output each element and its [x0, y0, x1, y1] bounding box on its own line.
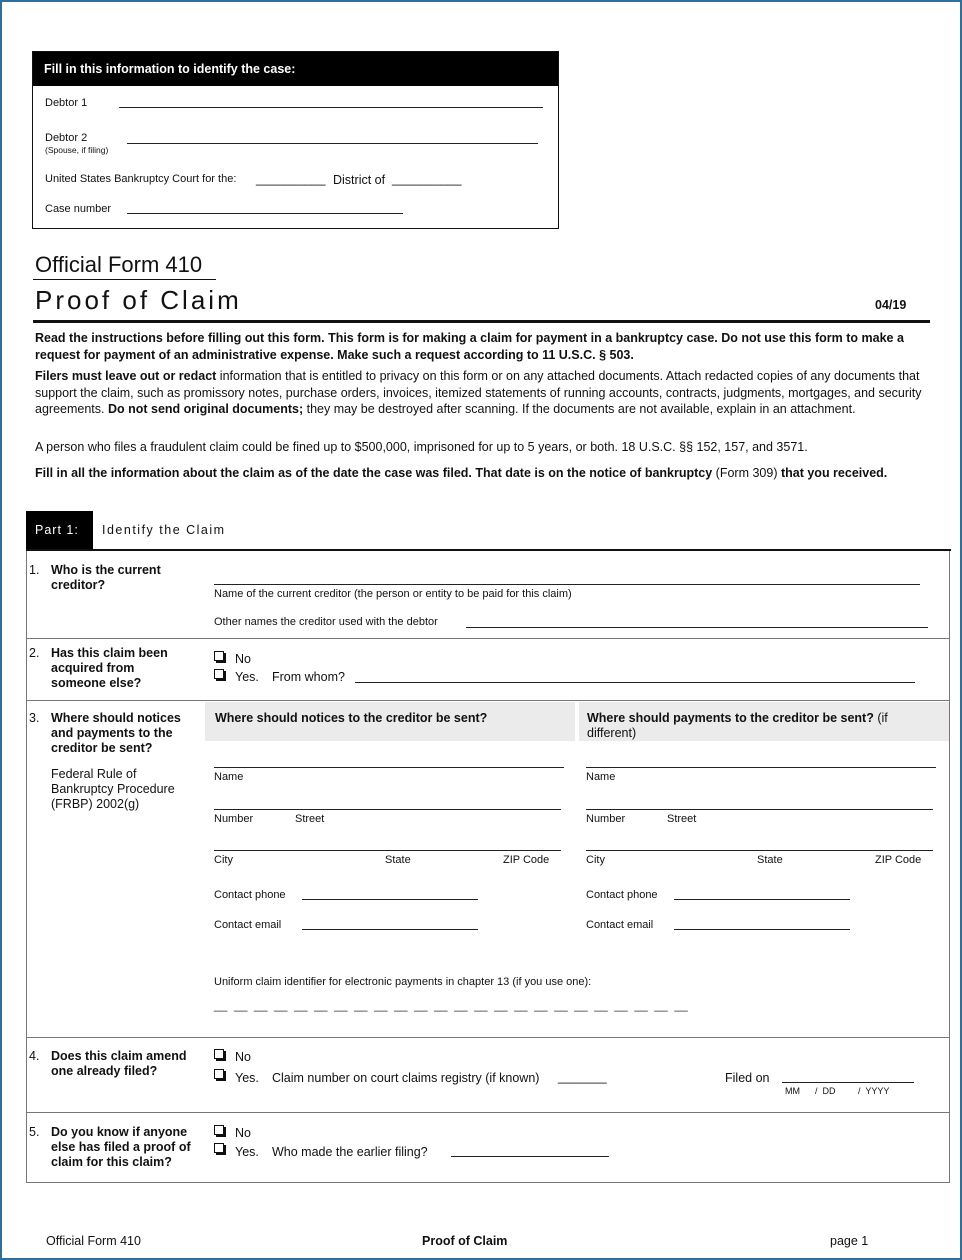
- payments-header-rest: (if different): [587, 711, 888, 740]
- q2-yes-label: Yes.: [235, 670, 259, 684]
- q5-yes-label: Yes.: [235, 1145, 259, 1159]
- creditor-name-field[interactable]: [214, 584, 920, 585]
- instructions-p4: [35, 465, 945, 482]
- q4-divider: [26, 1112, 950, 1113]
- payments-city-field[interactable]: [586, 850, 933, 851]
- q4-filed-on-field[interactable]: [782, 1082, 914, 1083]
- q4-number: 4.: [29, 1049, 40, 1063]
- case-number-field[interactable]: [127, 213, 403, 214]
- payments-header: [587, 711, 927, 741]
- section-left-border: [26, 551, 27, 1183]
- other-names-field[interactable]: [466, 627, 928, 628]
- q2-from-whom-field[interactable]: [355, 682, 915, 683]
- part1-title: Identify the Claim: [102, 523, 226, 537]
- q5-no-checkbox[interactable]: [214, 1125, 224, 1135]
- payments-email-field[interactable]: [674, 929, 850, 930]
- q2-no-checkbox[interactable]: [214, 651, 224, 661]
- payments-number-label: Number: [586, 813, 626, 825]
- notices-phone-field[interactable]: [302, 899, 478, 900]
- notices-street-field[interactable]: [214, 809, 561, 810]
- q4-yes-checkbox[interactable]: [214, 1069, 224, 1079]
- q4-claim-number-label: Claim number on court claims registry (if known): [272, 1071, 540, 1085]
- q2-number: 2.: [29, 646, 40, 660]
- notices-name-label: Name: [214, 771, 244, 783]
- q5-no-label: No: [235, 1126, 251, 1140]
- instructions-p2: [35, 368, 935, 418]
- q3-note: Federal Rule of Bankruptcy Procedure (FRBP) 2002(g): [51, 767, 175, 811]
- form-number: Official Form 410: [35, 252, 203, 277]
- debtor2-note: (Spouse, if filing): [45, 145, 109, 155]
- notices-number-label: Number: [214, 813, 254, 825]
- title-rule: [33, 320, 930, 323]
- q3-divider: [26, 1037, 950, 1038]
- q2-no-label: No: [235, 652, 251, 666]
- payments-phone-label: Contact phone: [586, 889, 658, 901]
- payments-city-label: City: [586, 854, 605, 866]
- q5-text: Do you know if anyone else has filed a proof of claim for this claim?: [51, 1125, 191, 1169]
- footer-title: Proof of Claim: [422, 1234, 508, 1248]
- debtor1-field[interactable]: [119, 107, 543, 108]
- instructions-p2-text2: they may be destroyed after scanning. If the documents are not available, explain in an attachment.: [303, 402, 856, 416]
- form-date: 04/19: [875, 298, 907, 312]
- q3-number: 3.: [29, 711, 40, 725]
- case-number-label: Case number: [45, 203, 112, 215]
- q4-claim-number-field[interactable]: _______: [558, 1070, 607, 1084]
- section-bottom-border: [26, 1182, 950, 1183]
- footer-page: page 1: [830, 1234, 869, 1248]
- instructions-p4-bold2: that you received.: [780, 466, 888, 480]
- q4-filed-on-label: Filed on: [725, 1071, 770, 1085]
- payments-street-field[interactable]: [586, 809, 933, 810]
- payments-zip-label: ZIP Code: [875, 854, 922, 866]
- notices-phone-label: Contact phone: [214, 889, 286, 901]
- q5-who-field[interactable]: [451, 1156, 609, 1157]
- form-number-rule: [33, 279, 216, 280]
- payments-name-field[interactable]: [586, 767, 936, 768]
- uci-label: Uniform claim identifier for electronic payments in chapter 13 (if you use one):: [214, 976, 592, 988]
- debtor2-field[interactable]: [127, 143, 538, 144]
- notices-city-label: City: [214, 854, 233, 866]
- payments-state-label: State: [757, 854, 783, 866]
- q4-text: Does this claim amend one already filed?: [51, 1049, 187, 1078]
- notices-header: Where should notices to the creditor be sent?: [215, 711, 488, 725]
- q4-dd-label: / DD: [815, 1086, 836, 1096]
- q4-mm-label: MM: [785, 1086, 800, 1096]
- form-title: Proof of Claim: [35, 285, 242, 315]
- notices-email-label: Contact email: [214, 919, 282, 931]
- debtor2-label: Debtor 2: [45, 132, 88, 144]
- notices-street-label: Street: [295, 813, 325, 825]
- instructions-p2-text1: information that is entitled to privacy on this form or on any attached documents. Attach redacted copies of any documents that support the claim, such as promissory notes, purchase orders, invoices, itemized statements of running accounts, contracts, judgments, mortgages, and security agreements.: [35, 369, 922, 416]
- creditor-name-label: Name of the current creditor (the person or entity to be paid for this claim): [214, 588, 572, 600]
- payments-email-label: Contact email: [586, 919, 654, 931]
- part1-tab: Part 1:: [26, 511, 93, 549]
- instructions-p2-bold1: Filers must leave out or redact: [35, 369, 217, 383]
- instructions-p2-bold2: Do not send original documents;: [107, 402, 304, 416]
- debtor1-label: Debtor 1: [45, 97, 88, 109]
- q5-who-label: Who made the earlier filing?: [272, 1145, 428, 1159]
- court-district-field[interactable]: __________: [392, 172, 462, 186]
- payments-name-label: Name: [586, 771, 616, 783]
- instructions-p4-text: (Form 309): [712, 466, 781, 480]
- q3-text: Where should notices and payments to the creditor be sent?: [51, 711, 181, 755]
- instructions-p1: Read the instructions before filling out this form. This form is for making a claim for payment in a bankruptcy case. Do not use this form to make a request for payment of an administrative expense. Make such a request according to 11 U.S.C. § 503.: [35, 331, 904, 362]
- other-names-label: Other names the creditor used with the debtor: [214, 616, 438, 628]
- q1-number: 1.: [29, 563, 40, 577]
- notices-city-field[interactable]: [214, 850, 561, 851]
- court-label: United States Bankruptcy Court for the:: [45, 173, 237, 185]
- notices-name-field[interactable]: [214, 767, 564, 768]
- q2-divider: [26, 700, 950, 701]
- q4-no-label: No: [235, 1050, 251, 1064]
- q2-from-whom-label: From whom?: [272, 670, 345, 684]
- case-info-box: [32, 51, 559, 229]
- district-label: District of: [333, 173, 386, 187]
- q4-no-checkbox[interactable]: [214, 1049, 224, 1059]
- notices-state-label: State: [385, 854, 411, 866]
- q2-yes-checkbox[interactable]: [214, 669, 224, 679]
- notices-email-field[interactable]: [302, 929, 478, 930]
- q1-text: Who is the current creditor?: [51, 563, 161, 592]
- q4-yyyy-label: / YYYY: [858, 1086, 890, 1096]
- case-info-header: Fill in this information to identify the case:: [33, 52, 558, 86]
- footer-form-number: Official Form 410: [46, 1234, 141, 1248]
- payments-header-bold: Where should payments to the creditor be sent?: [587, 711, 874, 725]
- court-state-field[interactable]: __________: [256, 172, 326, 186]
- uci-field[interactable]: __ __ __ __ __ __ __ __ __ __ __ __ __ __ __ __ __ __ __ __ __ __ __ __: [214, 998, 688, 1012]
- q5-number: 5.: [29, 1125, 40, 1139]
- notices-zip-label: ZIP Code: [503, 854, 550, 866]
- payments-phone-field[interactable]: [674, 899, 850, 900]
- q5-yes-checkbox[interactable]: [214, 1143, 224, 1153]
- instructions-p3: A person who files a fraudulent claim could be fined up to $500,000, imprisoned for up to 5 years, or both. 18 U.S.C. §§ 152, 157, and 3571.: [35, 440, 808, 454]
- q2-text: Has this claim been acquired from someone else?: [51, 646, 168, 690]
- part1-rule: [26, 549, 951, 551]
- section-right-border: [949, 551, 950, 1183]
- q1-divider: [26, 638, 950, 639]
- instructions-p4-bold1: Fill in all the information about the claim as of the date the case was filed. That date is on the notice of bankruptcy: [35, 466, 713, 480]
- q4-yes-label: Yes.: [235, 1071, 259, 1085]
- payments-street-label: Street: [667, 813, 697, 825]
